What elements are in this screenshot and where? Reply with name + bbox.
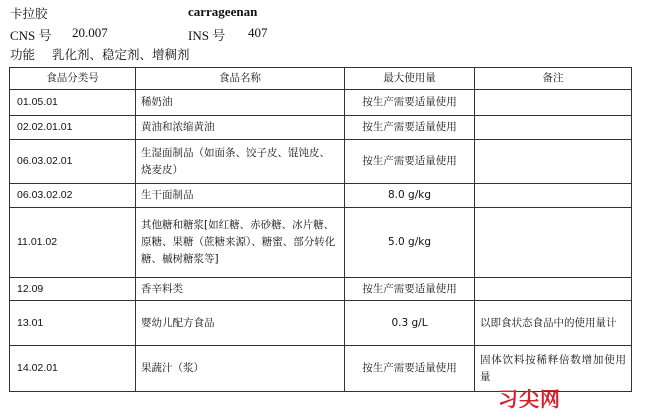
site-watermark: 习尖网 [498,387,561,411]
cell-code: 13.01 [10,301,136,346]
table-row [10,301,632,346]
cell-food: 黄油和浓缩黄油 [136,116,345,140]
cns-value: 20.007 [72,25,108,40]
cell-food: 生湿面制品（如面条、饺子皮、馄饨皮、烧麦皮） [136,140,345,184]
header-usage: 最大使用量 [345,68,475,90]
cell-food: 稀奶油 [136,90,345,116]
name-cn: 卡拉胶 [10,6,48,21]
cell-code: 06.03.02.02 [10,184,136,208]
header-code: 食品分类号 [10,68,136,90]
usage-table [9,67,632,392]
cell-code: 12.09 [10,278,136,301]
cell-code: 14.02.01 [10,346,136,392]
cell-note [475,278,632,301]
cns-label: CNS 号 [10,28,52,43]
table-header-row [10,68,632,90]
cell-food: 果蔬汁（浆） [136,346,345,392]
ins-value: 407 [248,25,268,40]
cell-usage: 按生产需要适量使用 [345,90,475,116]
cell-note: 固体饮料按稀释倍数增加使用量 [475,346,632,392]
cell-note [475,184,632,208]
ins-label: INS 号 [188,28,226,43]
cell-note [475,116,632,140]
cell-usage: 0.3 g/L [345,301,475,346]
cell-note [475,140,632,184]
cell-usage: 按生产需要适量使用 [345,140,475,184]
table-row [10,90,632,116]
cell-note [475,208,632,278]
function-value: 乳化剂、稳定剂、增稠剂 [52,47,190,62]
header-note: 备注 [475,68,632,90]
function-label: 功能 [10,47,36,62]
cell-usage: 8.0 g/kg [345,184,475,208]
cell-usage: 按生产需要适量使用 [345,346,475,392]
cell-food: 婴幼儿配方食品 [136,301,345,346]
cell-usage: 按生产需要适量使用 [345,278,475,301]
cell-code: 01.05.01 [10,90,136,116]
table-row [10,116,632,140]
cell-usage: 按生产需要适量使用 [345,116,475,140]
table-row [10,140,632,184]
cell-usage: 5.0 g/kg [345,208,475,278]
cell-note [475,90,632,116]
cell-code: 11.01.02 [10,208,136,278]
cell-code: 06.03.02.01 [10,140,136,184]
cell-food: 其他糖和糖浆[如红糖、赤砂糖、冰片糖、原糖、果糖（蔗糖来源）、糖蜜、部分转化糖、槭树糖浆等] [136,208,345,278]
cell-food: 生干面制品 [136,184,345,208]
cell-note: 以即食状态食品中的使用量计 [475,301,632,346]
table-row [10,278,632,301]
table-row [10,208,632,278]
cell-food: 香辛料类 [136,278,345,301]
name-en: carrageenan [188,4,258,19]
header-food: 食品名称 [136,68,345,90]
cell-code: 02.02.01.01 [10,116,136,140]
table-row [10,184,632,208]
